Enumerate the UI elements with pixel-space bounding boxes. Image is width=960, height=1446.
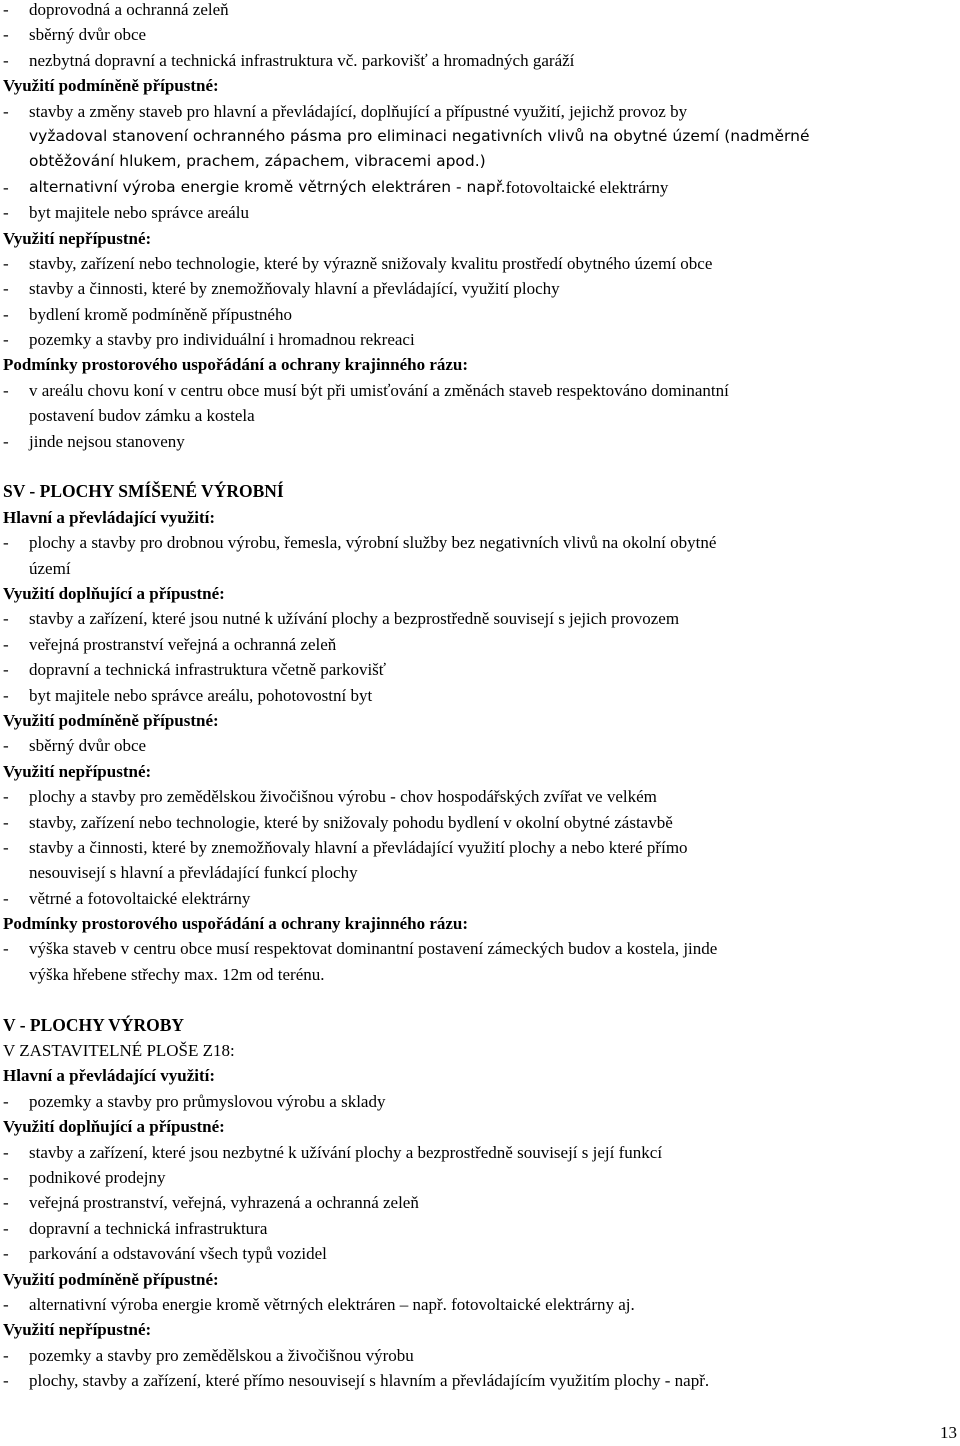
item-text: jinde nejsou stanoveny (29, 431, 185, 451)
list-item (3, 378, 953, 403)
item-text: větrné a fotovoltaické elektrárny (29, 888, 251, 908)
bullet-dash: - (3, 533, 9, 553)
section-heading: Využití doplňující a přípustné: (3, 583, 225, 603)
list-item (3, 0, 953, 22)
item-text: vyžadoval stanovení ochranného pásma pro eliminaci negativních vlivů na obytné území (nadměrné (29, 126, 810, 145)
list-item (3, 1292, 953, 1317)
section-heading: Využití podmíněně přípustné: (3, 1269, 219, 1289)
list-item (3, 99, 953, 124)
list-item (3, 1190, 953, 1215)
item-text: stavby a zařízení, které jsou nutné k užívání plochy a bezprostředně souvisejí s jejich provozem (29, 609, 680, 629)
bullet-dash: - (3, 1167, 9, 1187)
subtitle-line: V ZASTAVITELNÉ PLOŠE Z18: (3, 1041, 235, 1061)
item-text: stavby a činnosti, které by znemožňovaly hlavní a převládající, využití plochy (29, 279, 560, 299)
item-text: dopravní a technická infrastruktura včetně parkovišť (29, 660, 387, 680)
item-text-tail: fotovoltaické elektrárny (505, 177, 669, 197)
list-item-continuation (3, 556, 953, 581)
bullet-dash: - (3, 25, 9, 45)
list-item (3, 835, 953, 860)
item-text: stavby a činnosti, které by znemožňovaly hlavní a převládající využití plochy a nebo které přímo (29, 837, 688, 857)
bullet-dash: - (3, 1294, 9, 1314)
bullet-dash: - (3, 279, 9, 299)
list-item (3, 530, 953, 555)
chapter-title: SV - PLOCHY SMÍŠENÉ VÝROBNÍ (3, 481, 284, 502)
list-item (3, 657, 953, 682)
item-text: veřejná prostranství veřejná a ochranná zeleň (29, 634, 337, 654)
item-text: pozemky a stavby pro průmyslovou výrobu a sklady (29, 1091, 386, 1111)
bullet-dash: - (3, 1193, 9, 1213)
section-heading: Využití nepřípustné: (3, 761, 152, 781)
blank-line (3, 987, 953, 1012)
item-text: stavby a zařízení, které jsou nezbytné k užívání plochy a bezprostředně souvisejí s její funkcí (29, 1142, 663, 1162)
bullet-dash: - (3, 888, 9, 908)
item-text: výška staveb v centru obce musí respektovat dominantní postavení zámeckých budov a kostela, jinde (29, 939, 718, 959)
bullet-dash: - (3, 431, 9, 451)
bullet-dash: - (3, 1142, 9, 1162)
list-item (3, 302, 953, 327)
section-heading: Využití nepřípustné: (3, 1320, 152, 1340)
item-text: stavby, zařízení nebo technologie, které by snižovaly pohodu bydlení v okolní obytné zástavbě (29, 812, 673, 832)
list-item (3, 1165, 953, 1190)
item-text: doprovodná a ochranná zeleň (29, 0, 229, 19)
bullet-dash: - (3, 50, 9, 70)
bullet-dash: - (3, 1091, 9, 1111)
item-text: plochy, stavby a zařízení, které přímo nesouvisejí s hlavním a převládajícím využitím plochy - např. (29, 1371, 710, 1391)
chapter-title: V - PLOCHY VÝROBY (3, 1014, 185, 1035)
list-item (3, 48, 953, 73)
bullet-dash: - (3, 609, 9, 629)
item-text: parkování a odstavování všech typů vozidel (29, 1244, 327, 1264)
bullet-dash: - (3, 203, 9, 223)
item-text: obtěžování hlukem, prachem, zápachem, vibracemi apod.) (29, 152, 486, 171)
bullet-dash: - (3, 330, 9, 350)
item-text: alternativní výroba energie kromě větrných elektráren – např. fotovoltaické elektrárny aj. (29, 1294, 635, 1314)
list-item (3, 276, 953, 301)
item-text: nesouvisejí s hlavní a převládající funkcí plochy (29, 863, 358, 883)
bullet-dash: - (3, 685, 9, 705)
item-text: pozemky a stavby pro zemědělskou a živočišnou výrobu (29, 1345, 414, 1365)
item-text: výška hřebene střechy max. 12m od terénu. (29, 964, 325, 984)
item-text: stavby a změny staveb pro hlavní a převládající, doplňující a přípustné využití, jejichž provoz by (29, 101, 688, 121)
list-item (3, 1368, 953, 1393)
item-text: dopravní a technická infrastruktura (29, 1218, 268, 1238)
item-text: sběrný dvůr obce (29, 736, 147, 756)
section-heading: Podmínky prostorového uspořádání a ochrany krajinného rázu: (3, 914, 469, 934)
item-text: nezbytná dopravní a technická infrastruktura vč. parkovišť a hromadných garáží (29, 50, 575, 70)
bullet-dash: - (3, 634, 9, 654)
list-item (3, 606, 953, 631)
item-text: plochy a stavby pro zemědělskou živočišnou výrobu - chov hospodářských zvířat ve velkém (29, 787, 657, 807)
list-item (3, 1140, 953, 1165)
bullet-dash: - (3, 0, 9, 19)
section-heading: Hlavní a převládající využití: (3, 1066, 216, 1086)
section-heading: Využití doplňující a přípustné: (3, 1117, 225, 1137)
list-item (3, 327, 953, 352)
bullet-dash (3, 403, 29, 428)
item-text: stavby, zařízení nebo technologie, které by výrazně snižovaly kvalitu prostředí obytného území obce (29, 253, 713, 273)
item-text: bydlení kromě podmíněně přípustného (29, 304, 292, 324)
item-text: pozemky a stavby pro individuální i hromadnou rekreaci (29, 330, 415, 350)
list-item (3, 22, 953, 47)
item-text: postavení budov zámku a kostela (29, 406, 255, 426)
bullet-dash: - (3, 812, 9, 832)
list-item (3, 810, 953, 835)
list-item (3, 200, 953, 225)
bullet-dash (3, 149, 29, 174)
list-item (3, 886, 953, 911)
bullet-dash (3, 124, 29, 149)
list-item (3, 733, 953, 758)
item-text: byt majitele nebo správce areálu, pohotovostní byt (29, 685, 373, 705)
list-item (3, 1089, 953, 1114)
page-number: 13 (940, 1423, 957, 1442)
section-heading: Podmínky prostorového uspořádání a ochrany krajinného rázu: (3, 355, 469, 375)
list-item-continuation (3, 962, 953, 987)
list-item-continuation (3, 149, 953, 174)
list-item-continuation (3, 124, 953, 149)
bullet-dash: - (3, 177, 9, 197)
bullet-dash: - (3, 380, 9, 400)
item-text: podnikové prodejny (29, 1167, 166, 1187)
bullet-dash: - (3, 253, 9, 273)
bullet-dash: - (3, 1244, 9, 1264)
bullet-dash (3, 962, 29, 987)
list-item (3, 429, 953, 454)
bullet-dash: - (3, 736, 9, 756)
bullet-dash: - (3, 837, 9, 857)
bullet-dash: - (3, 939, 9, 959)
bullet-dash: - (3, 304, 9, 324)
item-text: sběrný dvůr obce (29, 25, 147, 45)
bullet-dash: - (3, 1371, 9, 1391)
list-item (3, 1241, 953, 1266)
section-heading: Využití podmíněně přípustné: (3, 76, 219, 96)
section-heading: Využití nepřípustné: (3, 228, 152, 248)
bullet-dash: - (3, 1218, 9, 1238)
item-text: veřejná prostranství, veřejná, vyhrazená a ochranná zeleň (29, 1193, 419, 1213)
section-heading: Využití podmíněně přípustné: (3, 710, 219, 730)
item-text: alternativní výroba energie kromě větrných elektráren - např. (29, 177, 506, 196)
bullet-dash (3, 556, 29, 581)
list-item (3, 1216, 953, 1241)
bullet-dash: - (3, 787, 9, 807)
section-heading: Hlavní a převládající využití: (3, 507, 216, 527)
bullet-dash: - (3, 101, 9, 121)
list-item (3, 936, 953, 961)
list-item-continuation (3, 403, 953, 428)
blank-line (3, 454, 953, 479)
list-item (3, 251, 953, 276)
document-body (3, 0, 953, 1393)
list-item (3, 683, 953, 708)
bullet-dash (3, 860, 29, 885)
list-item-continuation (3, 860, 953, 885)
item-text: byt majitele nebo správce areálu (29, 203, 249, 223)
list-item (3, 1343, 953, 1368)
list-item (3, 632, 953, 657)
list-item (3, 175, 953, 200)
bullet-dash: - (3, 660, 9, 680)
list-item (3, 784, 953, 809)
item-text: území (29, 558, 71, 578)
item-text: v areálu chovu koní v centru obce musí být při umisťování a změnách staveb respektováno dominantní (29, 380, 729, 400)
bullet-dash: - (3, 1345, 9, 1365)
item-text: plochy a stavby pro drobnou výrobu, řemesla, výrobní služby bez negativních vlivů na okolní obytné (29, 533, 717, 553)
